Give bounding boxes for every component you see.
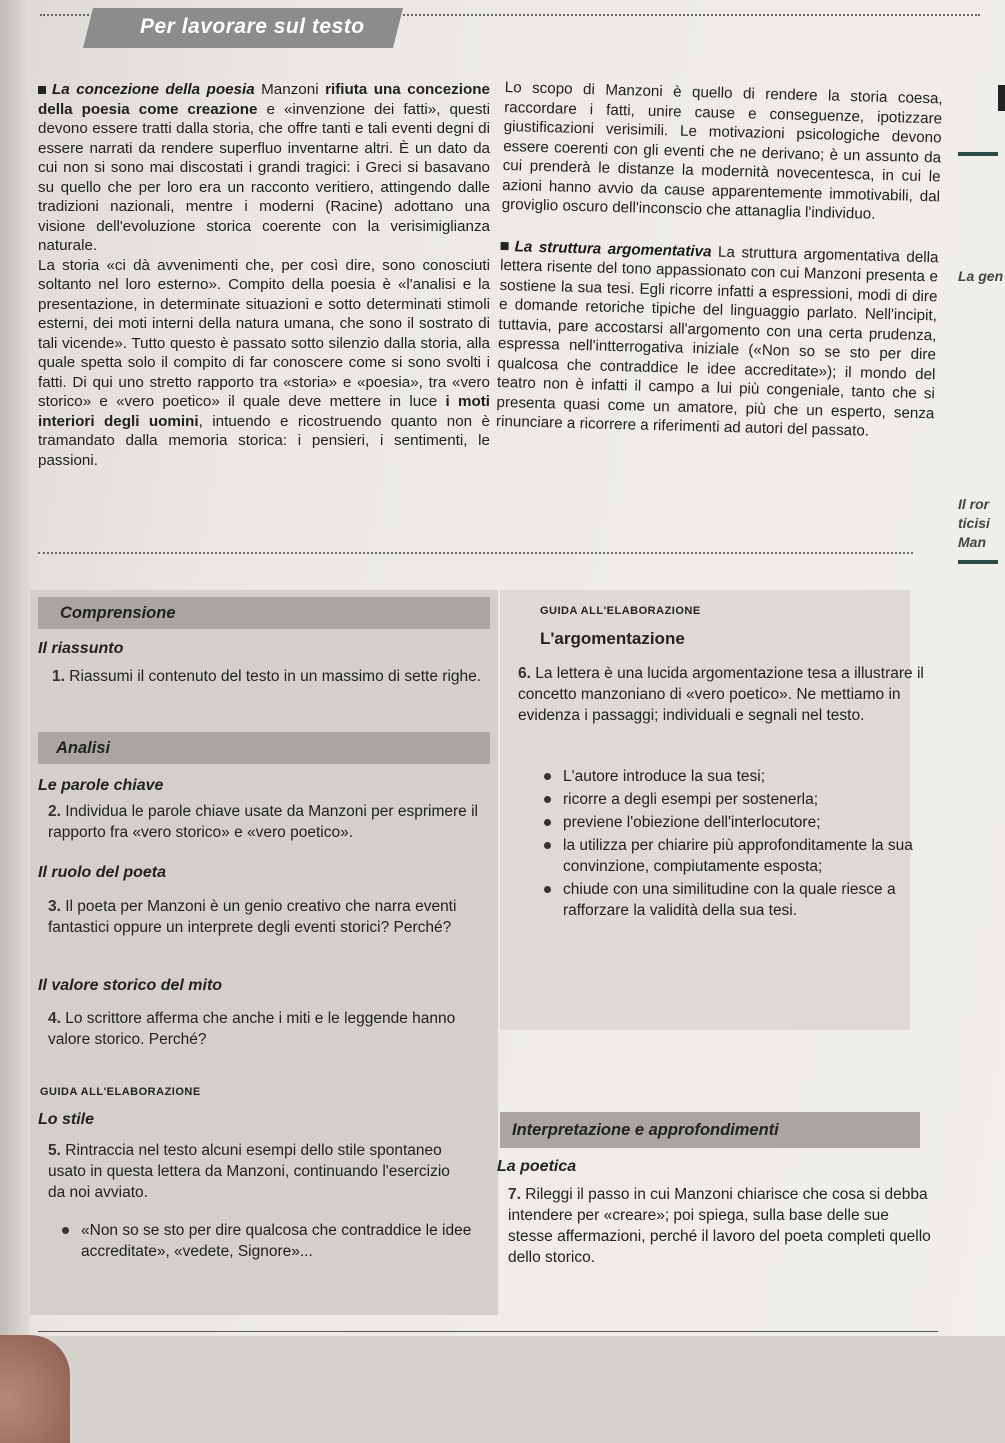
margin-divider — [958, 560, 998, 564]
question-1: 1. Riassumi il contenuto del testo in un massimo di sette righe. — [52, 668, 482, 685]
argomentazione-steps-list — [540, 766, 930, 923]
right-text-column — [496, 78, 943, 443]
paragraph-poetry-concept: La concezione della poesia Manzoni rifiuta una concezione della poesia come creazione e «invenzione dei fatti», questi devono essere tratti dalla storia, che offre tanti e tali eventi degni di essere narrati da rendere superfluo inventarne altri. È un dato da cui non si sono mai discostati i grandi tragici: i Greci si basavano su quello che per loro era un racconto veritiero, attingendo dalle tradizioni nazionali, mentre i moderni (Racine) adottano una visione dell'evoluzione storica coerente con la verisimiglianza naturale. — [38, 81, 491, 254]
question-3: 3. Il poeta per Manzoni è un genio creativo che narra eventi fantastici oppure un interprete degli eventi storici? Perché? — [48, 898, 457, 936]
comprensione-band: Comprensione — [38, 597, 490, 629]
margin-note: Il ror — [958, 496, 990, 512]
paragraph-structure: La struttura argomentativa La struttura argomentativa della lettera risente del tono appassionato con cui Manzoni presenta e sostiene la sua tesi. Egli ricorre infatti a espressioni, modi di dire e domande retoriche tipiche del linguaggio parlato. Nell'incipit, tuttavia, pare accostarsi all'argomento con una certa prudenza, espressa nell'intterrogativa iniziale («Non so se sto per dire qualcosa che contraddice le idee accreditate»); il mondo del teatro non è infatti il campo a lui più congeniale, tanto che si presenta quasi come un amatore, più che un esperto, senza rinunciare a ricorrere a riferimenti ad autori del passato. — [495, 237, 939, 440]
margin-note: ticisi — [958, 515, 990, 531]
list-item: previene l'obiezione dell'interlocutore; — [540, 812, 930, 833]
paragraph-history: La storia «ci dà avvenimenti che, per così dire, sono conosciuti soltanto nel loro esterno». Compito della poesia è «l'analisi e la presentazione, in determinate situazioni e sotto determinati stimoli esterni, dei moti interni della natura umana, che sono il sostrato di tali vicende». Tutto questo è passato sotto silenzio dalla storia, alla quale spetta solo il compito di far conoscere come si sono svolti i fatti. Di qui uno stretto rapporto tra «storia» e «poesia», tra «vero storico» e «vero poetico» il quale deve mettere in luce i moti interiori degli uomini, intuendo e ricostruendo quanto non è tramandato dalla memoria storica: i pensieri, i sentimenti, le passioni. — [38, 256, 491, 469]
section-separator — [38, 552, 913, 554]
thumb-photo — [0, 1335, 70, 1443]
stile-heading: Lo stile — [38, 1111, 95, 1128]
page-marker-icon — [998, 85, 1005, 111]
square-bullet-icon — [500, 242, 508, 250]
square-bullet-icon — [38, 86, 46, 94]
exercise-box-left — [30, 590, 498, 1315]
riassunto-heading: Il riassunto — [38, 640, 124, 657]
stile-example-list — [58, 1220, 478, 1264]
argomentazione-heading: L'argomentazione — [540, 629, 685, 648]
margin-note: Man — [958, 534, 986, 550]
section-title: Per lavorare sul testo — [140, 15, 365, 38]
list-item: la utilizza per chiarire più approfonditamente la sua convinzione, compiutamente esposta; — [540, 835, 930, 877]
parole-chiave-heading: Le parole chiave — [38, 777, 164, 794]
lead-heading: La concezione della poesia — [52, 81, 255, 98]
guida-tag: GUIDA ALL'ELABORAZIONE — [540, 605, 701, 617]
guida-tag: GUIDA ALL'ELABORAZIONE — [40, 1086, 201, 1098]
question-6: 6. La lettera è una lucida argomentazione tesa a illustrare il concetto manzoniano di «vero poetico». Ne mettiamo in evidenza i passaggi; individuali e segnali nel testo. — [518, 665, 924, 724]
list-item: «Non so se sto per dire qualcosa che contraddice le idee accreditate», «vedete, Signore»... — [58, 1220, 478, 1262]
underlying-page — [30, 1336, 1005, 1443]
page-gutter-shadow — [0, 0, 30, 1443]
interpretazione-band: Interpretazione e approfondimenti — [500, 1112, 920, 1148]
question-5: 5. Rintraccia nel testo alcuni esempi dello stile spontaneo usato in questa lettera da Manzoni, continuando l'esercizio da noi avviato. — [48, 1142, 450, 1201]
list-item: ricorre a degli esempi per sostenerla; — [540, 789, 930, 810]
analisi-band: Analisi — [38, 732, 490, 764]
list-item: chiude con una similitudine con la quale riesce a rafforzare la validità della sua tesi. — [540, 879, 930, 921]
ruolo-poeta-heading: Il ruolo del poeta — [38, 864, 167, 881]
lead-heading: La struttura argomentativa — [514, 237, 712, 260]
question-2: 2. Individua le parole chiave usate da Manzoni per esprimere il rapporto fra «vero storico» e «vero poetico». — [48, 803, 478, 841]
poetica-heading: La poetica — [497, 1158, 577, 1175]
paragraph-manzoni-scope: Lo scopo di Manzoni è quello di rendere la storia coesa, raccordare i fatti, unire cause e conseguenze, ipotizzare giustificazioni verisimili. Le motivazioni psicologiche devono essere coerenti con gli eventi che ne derivano; è un assunto da cui prenderà le distanze la modernità novecentesca, in cui le azioni hanno avvio da cause apparentemente immotivabili, dal groviglio oscuro dell'inconscio che attanaglia l'individuo. — [501, 78, 943, 223]
margin-note: La gen — [958, 268, 1004, 284]
question-7: 7. Rileggi il passo in cui Manzoni chiarisce che cosa si debba intendere per «creare»; poi spiega, sulla base delle sue stesse affermazioni, perché il lavoro del poeta completi quello dello storico. — [508, 1186, 931, 1266]
left-text-column — [38, 80, 490, 470]
margin-divider — [958, 152, 998, 156]
question-4: 4. Lo scrittore afferma che anche i miti e le leggende hanno valore storico. Perché? — [48, 1010, 456, 1048]
bottom-rule — [38, 1331, 938, 1332]
list-item: L'autore introduce la sua tesi; — [540, 766, 930, 787]
valore-mito-heading: Il valore storico del mito — [38, 977, 223, 994]
